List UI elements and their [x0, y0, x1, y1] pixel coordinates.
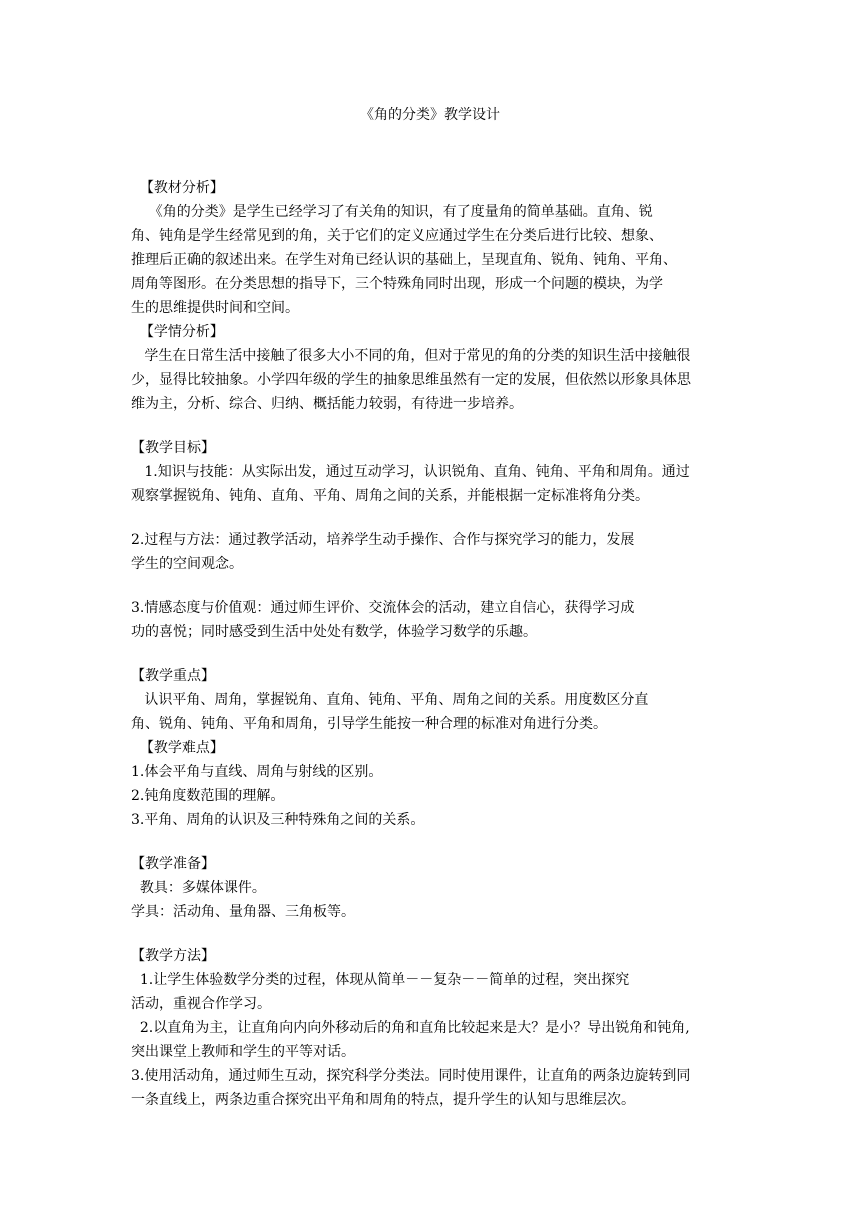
paragraph-line: 2.过程与方法：通过教学活动，培养学生动手操作、合作与探究学习的能力，发展 — [131, 532, 635, 548]
paragraph-line: 教具：多媒体课件。 — [131, 880, 266, 896]
paragraph-line: 学生的空间观念。 — [131, 556, 243, 572]
paragraph-line: 《角的分类》是学生已经学习了有关角的知识，有了度量角的简单基础。直角、锐 — [131, 204, 653, 220]
paragraph-line: 生的思维提供时间和空间。 — [131, 300, 299, 316]
section-heading: 【教学方法】 — [131, 948, 215, 964]
paragraph-line: 少，显得比较抽象。小学四年级的学生的抽象思维虽然有一定的发展，但依然以形象具体思 — [131, 372, 691, 388]
paragraph-line: 3.情感态度与价值观：通过师生评价、交流体会的活动，建立自信心，获得学习成 — [131, 600, 635, 616]
paragraph-line: 学生在日常生活中接触了很多大小不同的角，但对于常见的角的分类的知识生活中接触很 — [131, 348, 691, 364]
spacer — [131, 508, 741, 528]
spacer — [131, 644, 741, 664]
paragraph-line: 3.平角、周角的认识及三种特殊角之间的关系。 — [131, 812, 425, 828]
paragraph-line: 角、钝角是学生经常见到的角，关于它们的定义应通过学生在分类后进行比较、想象、 — [131, 228, 663, 244]
paragraph-line: 2.钝角度数范围的理解。 — [131, 788, 285, 804]
section-teaching-goals — [131, 436, 741, 644]
paragraph-line: 观察掌握锐角、钝角、直角、平角、周角之间的关系，并能根据一定标准将角分类。 — [131, 488, 649, 504]
paragraph-line: 1.体会平角与直线、周角与射线的区别。 — [131, 764, 383, 780]
document-title: 《角的分类》教学设计 — [360, 107, 500, 123]
document-body — [131, 176, 741, 1112]
section-heading: 【教学准备】 — [131, 856, 215, 872]
section-student-analysis — [131, 320, 741, 416]
paragraph-line: 维为主，分析、综合、归纳、概括能力较弱，有待进一步培养。 — [131, 396, 523, 412]
section-heading: 【教学难点】 — [131, 740, 224, 756]
section-methods — [131, 944, 741, 1112]
paragraph-line: 学具：活动角、量角器、三角板等。 — [131, 904, 355, 920]
paragraph-line: 突出课堂上教师和学生的平等对话。 — [131, 1044, 355, 1060]
paragraph-line: 一条直线上，两条边重合探究出平角和周角的特点，提升学生的认知与思维层次。 — [131, 1092, 635, 1108]
paragraph-line: 认识平角、周角，掌握锐角、直角、钝角、平角、周角之间的关系。用度数区分直 — [131, 692, 649, 708]
spacer — [131, 576, 741, 596]
section-heading: 【教材分析】 — [131, 180, 224, 196]
paragraph-line: 功的喜悦；同时感受到生活中处处有数学，体验学习数学的乐趣。 — [131, 624, 537, 640]
section-heading: 【教学重点】 — [131, 668, 215, 684]
spacer — [131, 924, 741, 944]
section-heading: 【学情分析】 — [131, 324, 224, 340]
paragraph-line: 活动，重视合作学习。 — [131, 996, 271, 1012]
paragraph-line: 周角等图形。在分类思想的指导下，三个特殊角同时出现，形成一个问题的模块，为学 — [131, 276, 663, 292]
paragraph-line: 推理后正确的叙述出来。在学生对角已经认识的基础上，呈现直角、锐角、钝角、平角、 — [131, 252, 677, 268]
spacer — [131, 416, 741, 436]
paragraph-line: 2.以直角为主，让直角向内向外移动后的角和直角比较起来是大？是小？导出锐角和钝角, — [131, 1020, 690, 1036]
paragraph-line: 1.知识与技能：从实际出发，通过互动学习，认识锐角、直角、钝角、平角和周角。通过 — [131, 464, 690, 480]
section-difficulties — [131, 736, 741, 832]
section-textbook-analysis — [131, 176, 741, 320]
section-key-points — [131, 664, 741, 736]
section-preparation — [131, 852, 741, 924]
paragraph-line: 角、锐角、钝角、平角和周角，引导学生能按一种合理的标准对角进行分类。 — [131, 716, 607, 732]
paragraph-line: 1.让学生体验数学分类的过程，体现从简单－－复杂－－简单的过程，突出探究 — [131, 972, 630, 988]
paragraph-line: 3.使用活动角，通过师生互动，探究科学分类法。同时使用课件，让直角的两条边旋转到同 — [131, 1068, 691, 1084]
section-heading: 【教学目标】 — [131, 440, 215, 456]
spacer — [131, 832, 741, 852]
